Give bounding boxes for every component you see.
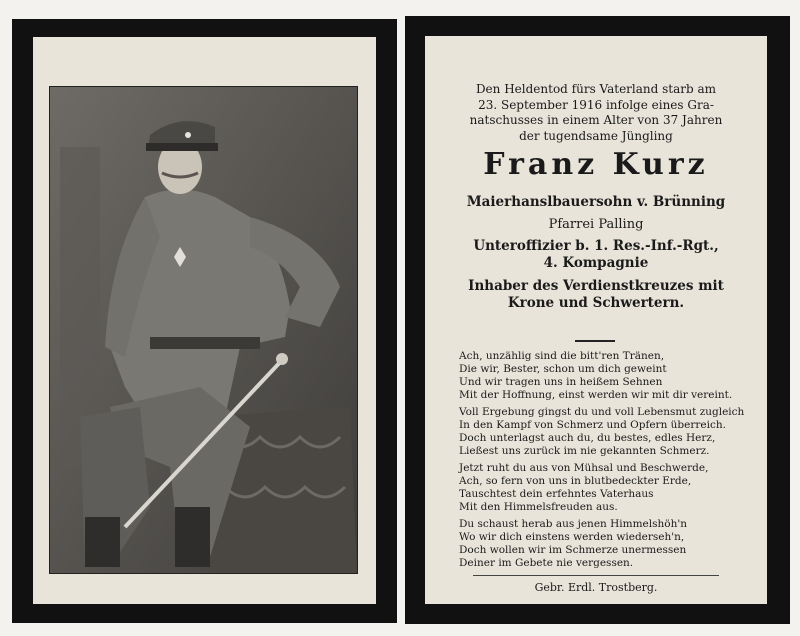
- poem-line: Mit den Himmelsfreuden aus.: [459, 501, 618, 513]
- poem-stanza-2: [459, 406, 759, 458]
- poem-stanza-3: [459, 462, 759, 514]
- poem-line: Jetzt ruht du aus von Mühsal und Beschwerde,: [459, 462, 709, 474]
- memorial-text: [425, 36, 767, 604]
- deceased-name: Franz Kurz: [483, 147, 709, 182]
- right-card-black-border: [405, 16, 790, 624]
- poem-line: Du schaust herab aus jenen Himmelshöh'n: [459, 518, 688, 530]
- soldier-portrait-photo: [49, 86, 358, 574]
- text-card-panel: [425, 36, 767, 604]
- intro-line: der tugendsame Jüngling: [519, 128, 673, 143]
- poem-stanza-4: [459, 518, 759, 570]
- poem-line: Die wir, Bester, schon um dich geweint: [459, 363, 667, 375]
- intro-line: Den Heldentod fürs Vaterland starb am: [475, 82, 717, 96]
- left-card-black-border: [12, 19, 397, 623]
- poem-line: Ach, unzählig sind die bitt'ren Tränen,: [459, 350, 665, 362]
- poem-stanza-1: [459, 350, 759, 402]
- poem-line: Tauschtest dein erfehntes Vaterhaus: [459, 488, 654, 500]
- intro-line: 23. September 1916 infolge eines Gra-: [478, 97, 714, 112]
- photo-card-panel: [33, 37, 376, 604]
- divider-rule: [575, 340, 615, 342]
- poem-line: Voll Ergebung gingst du und voll Lebensmut zugleich: [459, 406, 745, 418]
- poem-line: Wo wir dich einstens werden wiederseh'n,: [459, 531, 685, 543]
- decoration-line-1: Inhaber des Verdienstkreuzes mit: [468, 278, 724, 294]
- poem-line: Doch wollen wir im Schmerze unermessen: [459, 544, 687, 556]
- poem-line: Und wir tragen uns in heißem Sehnen: [459, 376, 663, 388]
- poem-line: Ach, so fern von uns in blutbedeckter Erde,: [459, 475, 692, 487]
- origin-line: Maierhanslbauersohn v. Brünning: [466, 194, 726, 210]
- intro-text: [441, 82, 751, 144]
- poem-line: Deiner im Gebete nie vergessen.: [459, 557, 634, 569]
- poem-line: In den Kampf von Schmerz und Opfern überreich.: [459, 419, 726, 431]
- rank-line-1: Unteroffizier b. 1. Res.-Inf.-Rgt.,: [473, 238, 719, 254]
- intro-line: natschusses in einem Alter von 37 Jahren: [469, 113, 723, 127]
- printer-credit: Gebr. Erdl. Trostberg.: [534, 581, 658, 594]
- decoration-line-2: Krone und Schwertern.: [507, 295, 685, 311]
- poem-line: Ließest uns zurück im nie gekannten Schmerz.: [459, 445, 710, 457]
- rank-line-2: 4. Kompagnie: [543, 255, 649, 271]
- poem-line: Mit der Hoffnung, einst werden wir mit dir vereint.: [459, 389, 733, 401]
- soldier-portrait-image: [50, 87, 357, 573]
- footer-rule: [473, 575, 719, 576]
- parish-line: Pfarrei Palling: [548, 217, 644, 232]
- poem-line: Doch unterlagst auch du, du bestes, edles Herz,: [459, 432, 716, 444]
